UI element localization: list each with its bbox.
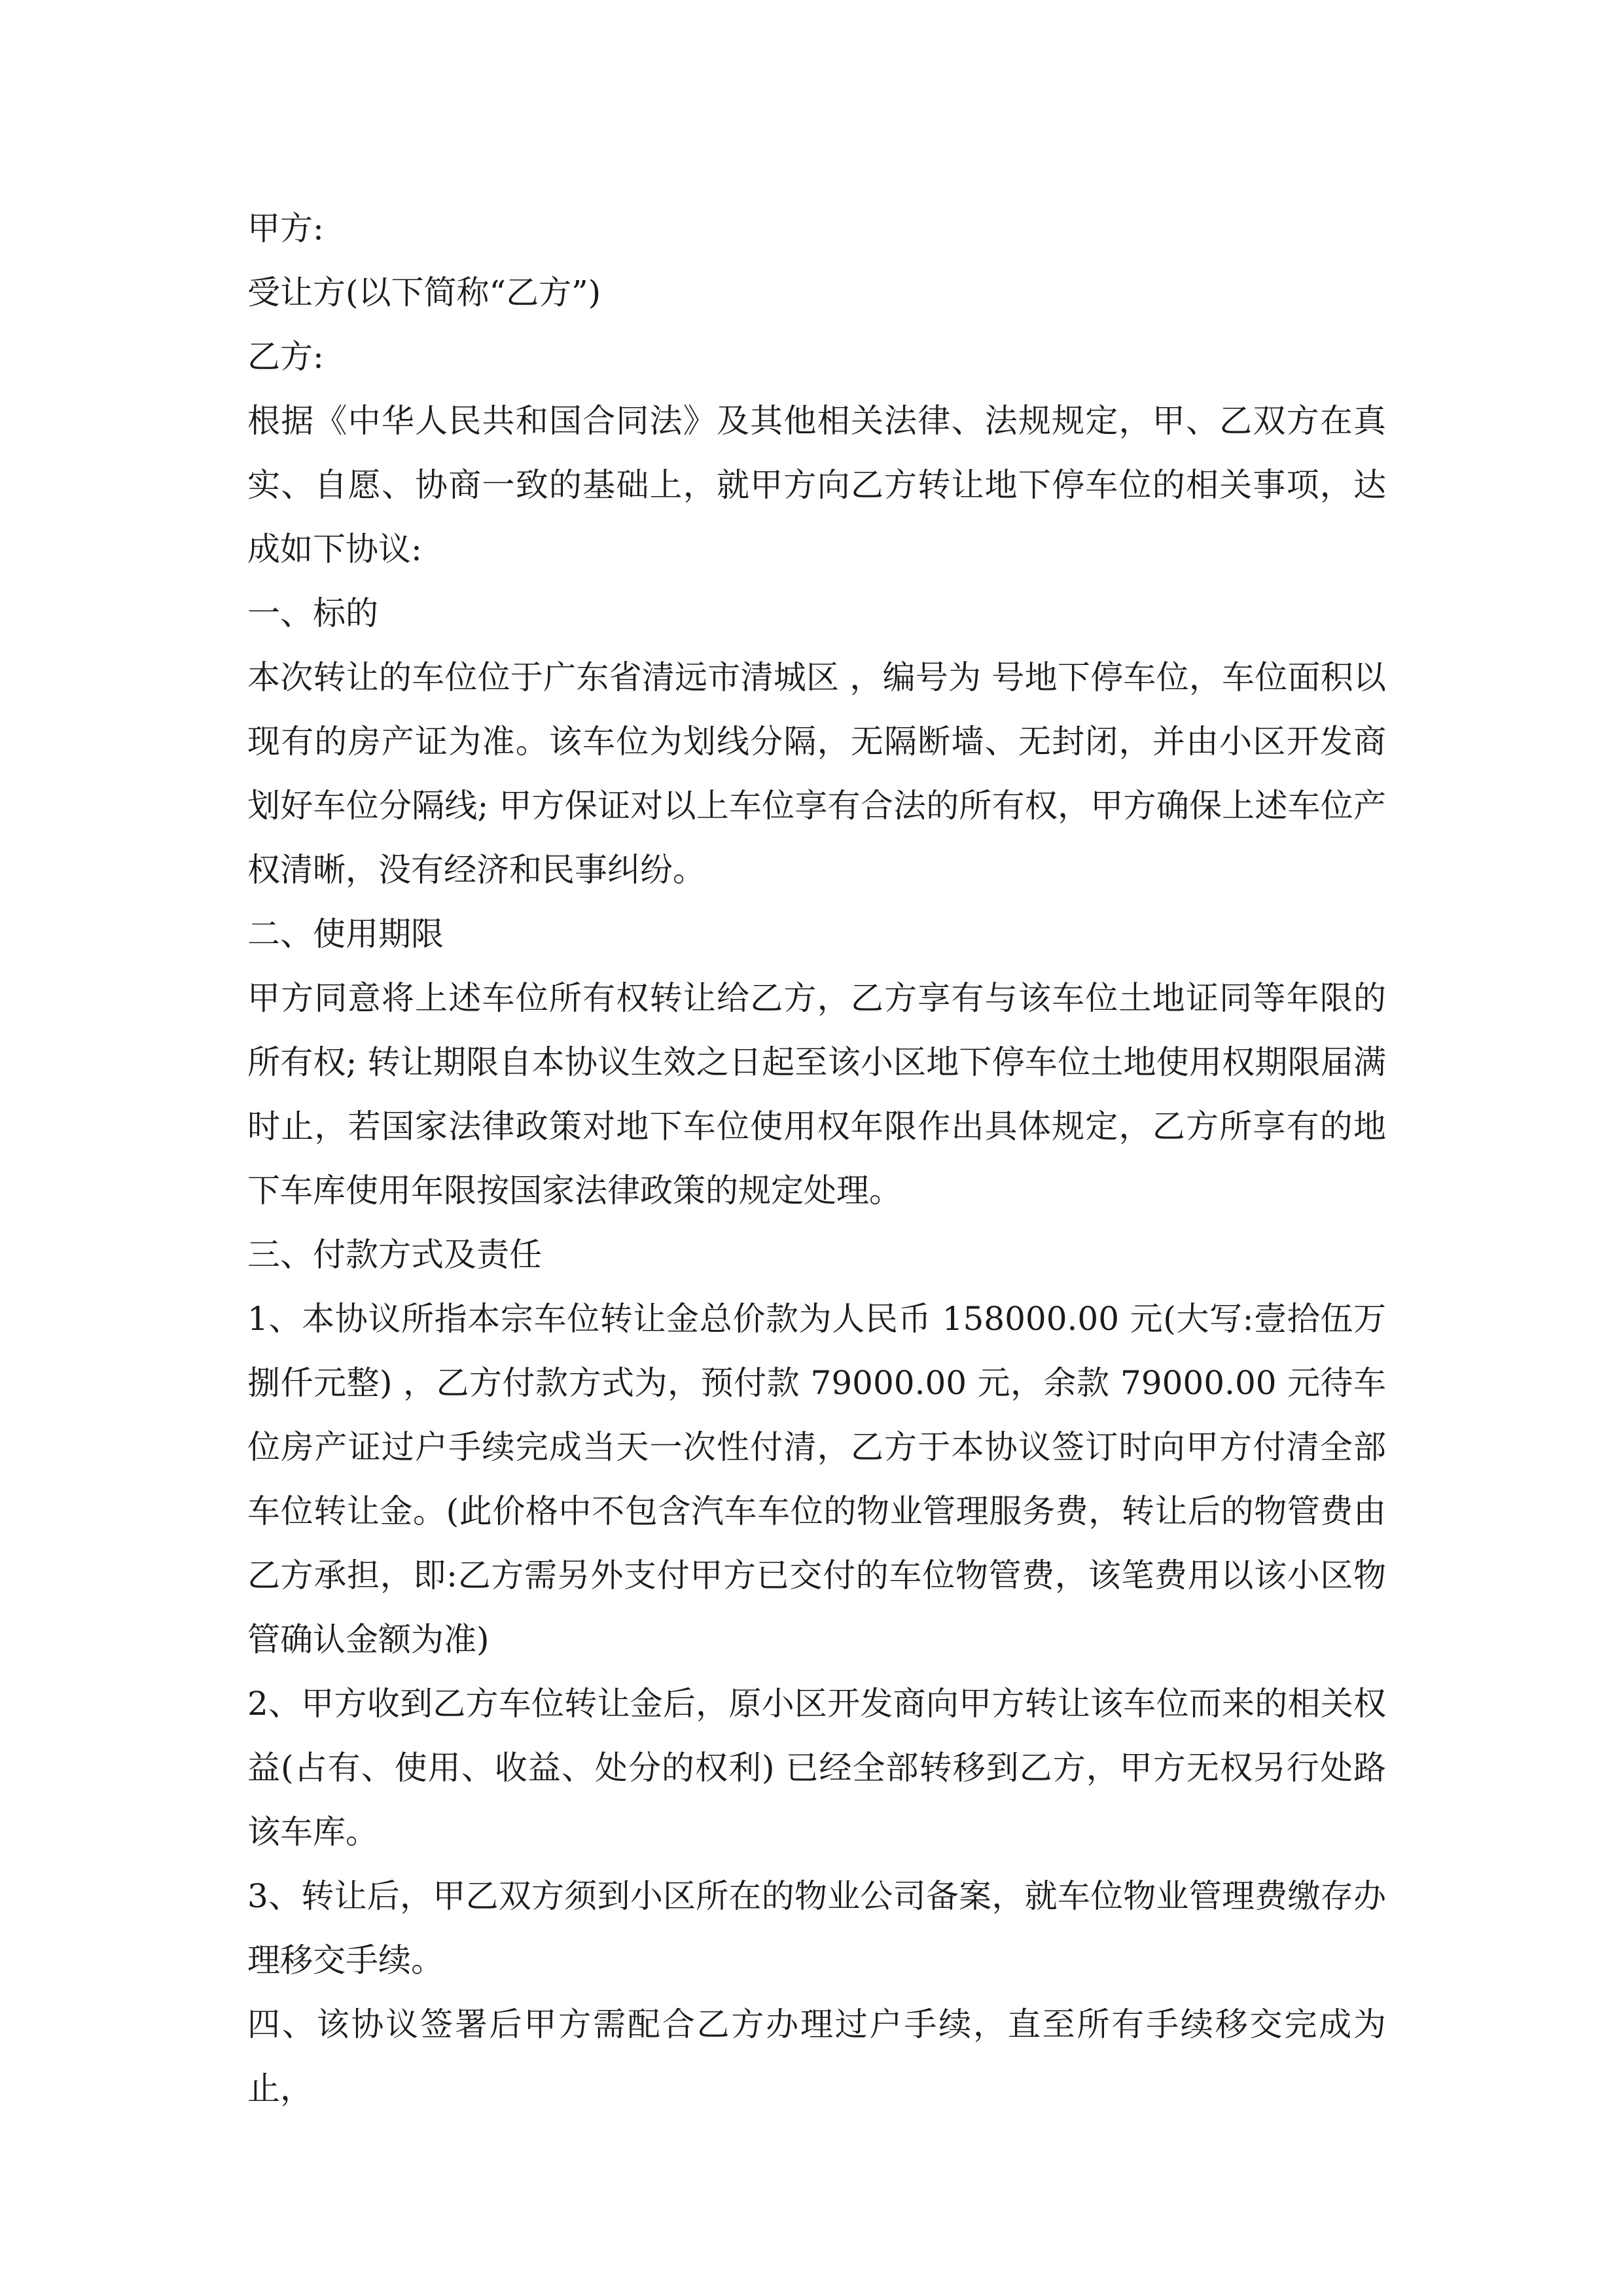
- section-heading-term: 二、使用期限: [247, 915, 444, 953]
- section-four-paragraph: 四、该协议签署后甲方需配合乙方办理过户手续，直至所有手续移交完成为止，: [247, 2005, 1386, 2108]
- term-paragraph: 甲方同意将上述车位所有权转让给乙方，乙方享有与该车位土地证同等年限的所有权; 转让期限自本协议生效之日起至该小区地下停车位土地使用权期限届满时止，若国家法律政策对地下车位使用权年限作出具体规定，乙方所享有的地下车库使用年限按国家法律政策的规定处理。: [247, 979, 1386, 1210]
- preamble-paragraph: 根据《中华人民共和国合同法》及其他相关法律、法规规定，甲、乙双方在真实、自愿、协商一致的基础上，就甲方向乙方转让地下停车位的相关事项，达成如下协议:: [247, 402, 1386, 568]
- section-heading-payment: 三、付款方式及责任: [247, 1236, 542, 1274]
- section-heading-subject: 一、标的: [247, 594, 378, 632]
- payment-clause-3: 3、转让后，甲乙双方须到小区所在的物业公司备案，就车位物业管理费缴存办理移交手续。: [247, 1877, 1386, 1979]
- transferee-label: 受让方(以下简称“乙方”): [247, 274, 601, 312]
- payment-clause-2: 2、甲方收到乙方车位转让金后，原小区开发商向甲方转让该车位而来的相关权益(占有、使用、收益、处分的权利) 已经全部转移到乙方，甲方无权另行处路该车库。: [247, 1685, 1386, 1851]
- payment-clause-1: 1、本协议所指本宗车位转让金总价款为人民币 158000.00 元(大写:壹拾伍万捌仟元整) ，乙方付款方式为，预付款 79000.00 元，余款 79000.00 元待车位房产证过户手续完成当天一次性付清，乙方于本协议签订时向甲方付清全部车位转让金。(此价格中不包含汽车车位的物业管理服务费，转让后的物管费由乙方承担，即:乙方需另外支付甲方已交付的车位物管费，该笔费用以该小区物管确认金额为准): [247, 1300, 1386, 1659]
- subject-paragraph: 本次转让的车位位于广东省清远市清城区 ，编号为 号地下停车位，车位面积以现有的房产证为准。该车位为划线分隔，无隔断墙、无封闭，并由小区开发商划好车位分隔线; 甲方保证对以上车位享有合法的所有权，甲方确保上述车位产权清晰，没有经济和民事纠纷。: [247, 658, 1386, 889]
- party-a-label: 甲方:: [247, 209, 324, 247]
- document-body: [247, 196, 1386, 2121]
- party-b-label: 乙方:: [247, 338, 324, 376]
